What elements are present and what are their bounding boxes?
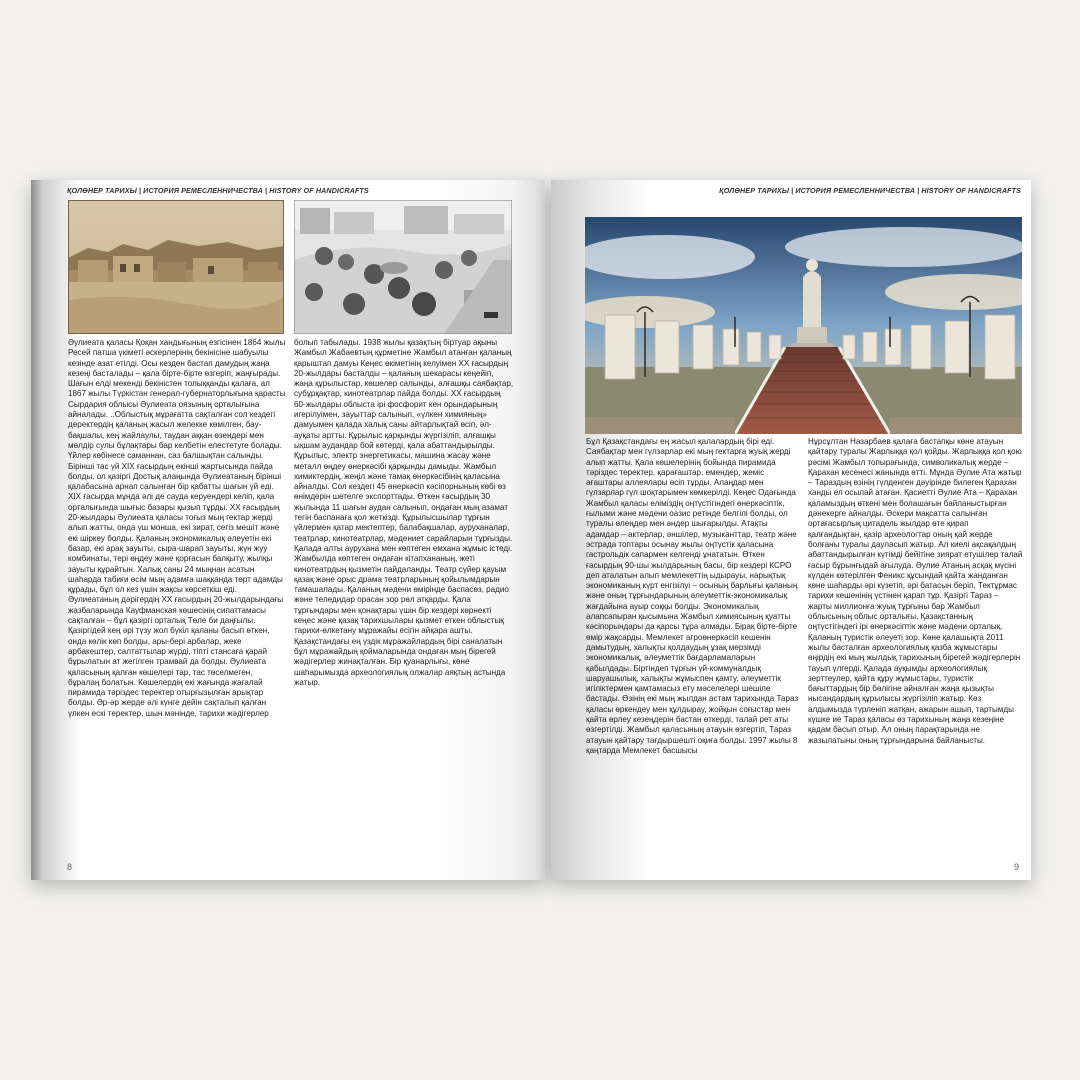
running-head-left: ҚОЛӨНЕР ТАРИХЫ | ИСТОРИЯ РЕМЕСЛЕННИЧЕСТВА | HISTORY OF HANDICRAFTS: [67, 186, 369, 195]
left-column-1-text: Әулиеата қаласы Қоқан хандығының езгісінен 1864 жылы Ресей патша үкіметі әскерлерінің бекінісіне шабуылы кезінде азат етілді. Осы кезден бастап дамудың жаңа кезеңі басталады – қала бірте-бірте өзгеріп, жаңғырады. Шағын елді мекенді бекіністен толыққанды қалаға, ал 1867 жылы Түркістан генерал-губернаторлығына қарасты Сырдария облысы Әулиеата оязының орталығына айналады. ..Облыстық мұрағатта сақталған сол кездегі деректердің қаланың жасыл желекке көмілген, бау-бақшалы, кең жайлаулы, таудан аққан өзендері мен мөлдір сулы бұлақтары бар келбетін елестетуге болады. Үйлер көбінесе саманнан, саз балшықтан салынды. Бірінші тас үй XIX ғасырдың екінші жартысында пайда болды, ол қазіргі Достық алаңында Әулиеатаның бірінші қалабасына арнап салынған бір қабатты шағын үй еді. XIX ғасырда мұнда әлі де сауда керуендері келіп, қала орталығында шығыс базары қызып тұрды. XX ғасырдың 20-жылдары Әулиеата қаласы тоғыз мың гектар жерді алып жатты, онда үш монша, екі зират, сегіз мешіт және екі шіркеу болды. Қаланың экономикалық әлеуетін екі базар, екі арақ зауыты, сыра-шарап зауыты, жүн жуу комбинаты, тері өңдеу және қорғасын балқыту, жылқы зауыты құрайтын. Халық саны 24 мыңнан асатын шаһарда табиғи өсім мың адамға шаққанда төрт адамды құрады, бұл ол кез үшін жақсы көрсеткіш еді. Әулиеатаның дәрігердің XX ғасырдың 20-жылдарындағы жазбаларында Кауфманская көшесінің сипаттамасы сақталған – бұл қазіргі орталық Төле би даңғылы. Қазіргідей кең әрі түзу жол бүкіл қаланы басып өткен, онда көлік көп болды, ары-бері арбалар, жеке арбакештер, салтаттылар жүрді, тіпті стансаға қарай бұрылатын ат жегілген трамвай да болды. Әулиеата қаласының қалған көшелері тар, тас төселмеген, бұралаң болатын. Көшелердің екі жағында жағалай пирамида тәріздес теректер отырғызылған арықтар болды. Әр-әр жерде әлі күнге дейін сақталып қалған үлкен ескі теректер, шын мәнінде, тарихи жәдігерлер: [68, 338, 286, 718]
right-text-column-1: [586, 437, 799, 862]
aulie-ata-monument-photo: [585, 217, 1022, 434]
page-number-right: 9: [1013, 862, 1019, 872]
left-column-2-text: болып табылады. 1938 жылы қазақтың біртуар ақыны Жамбыл Жабаевтың құрметіне Жамбыл атанған қаланың қарыштап дамуы Кеңес өкіметінің келуімен XX ғасырдың 20-жылдары басталды – қаланың шекарасы кеңейіп, жаңа құрылыстар, көшелер салынды, алғашқы саябақтар, субұрқақтар, кинотеатрлар пайда болды. XX ғасырдың 60-жылдары облыста ірі фосфорит кен орындарының игерілуімен, зауыттар салынып, «үлкен химияның» дамуымен қалада халық саны айтарлықтай өсіп, әл-ауқаты артты. Құрылыс қарқынды жүргізіліп, алғашқы ықшам аудандар бой көтерді, қала абаттандырылды. Құрылыс, электр энергетикасы, машина жасау және металл өңдеу өнеркәсібі қарқынды дамыды. Жамбыл химиктердің, жеңіл және тамақ өнеркәсібінің қаласына айналды. Сол кездегі 45 өнеркәсіп кәсіпорнының көбі өз өнімдерін шетелге экспорттады. Өткен ғасырдың 30 жылында 11 шағын аудан салынып, ондаған мың азамат тегін баспанаға қол жеткізді. Құрылысшылар тұрғын үйлермен қатар мектептер, балабақшалар, ауруханалар, театрлар, кинотеатрлар, мәдениет сарайларын тұрғызды. Қалада алты аурухана мен көптеген емхана жұмыс істеді. Жамбылда көптеген ондаған кітапхананың, жеті кинотеатрдың қызметін пайдаланды. Театр сүйер қауым қазақ және орыс драма театрларының қойылымдарын тамашалады. Қаланың мәдени өмірінде баспасөз, радио және теледидар орасан зор рөл атқарды. Қала тұрғындары мен қонақтары үшін бір кездері көрнекті кеңес және қазақ тарихшылары қызмет еткен облыстық тарихи-өлкетану мұражайы есігін айқара ашты. Қазақстандағы ең үздік мұражайлардың бірі саналатын бұл мұражайдың қоймаларында ондаған мың бірегей жәдігерлер жинақталған. Бір қуанарлығы, көне шаһарымызда археологиялық олжалар аяқтың астында жатыр.: [294, 338, 514, 687]
left-text-column-2: [294, 338, 514, 860]
historic-bw-square-photo: [294, 200, 512, 334]
left-text-column-1: [68, 338, 286, 860]
right-column-2-text: Нұрсұлтан Назарбаев қалаға бастапқы көне атауын қайтару туралы Жарлыққа қол қойды. Жарлыққа қол қою рәсімі Жамбыл топырағында, символикалық жерде – Қарахан кесенесі жанында өтті. Мұнда Әулие Ата жатыр – Тараздың өзінің гүлденген дәуірінде билеген Қарахан ханды ел осылай атаған. Қасиетті Әулие Ата – Қарахан қаламыздың өткені мен болашағын байланыстырған дәнекерге айналды. Әскери мақсатта салынған ортағасырлық цитадель жылдар өте қирап қалғандықтан, қазір археологтар оның қай жерде болғаны туралы дауласып жатыр. Ал киелі ақсақалдың абаттандырылған күтімді бейітіне зиярат етушілер талай ғасыр бұрынғыдай ағылуда. Әулие Атаның асқақ мүсіні күлден көтерілген Феникс құсындай қайта жанданған көне шаһарды әрі күзетіп, әрі батасын беріп, Тектұрмас тарихи кешенінің үстінен қарап тұр. Қазіргі Тараз – жарты миллионға жуық тұрғыны бар Жамбыл облысының облыс орталығы, Қазақстанның оңтүстігіндегі ірі өнеркәсіптік және мәдени орталық. Қаланың туристік әлеуеті зор. Көне қалашықта 2011 жылы басталған археологиялық қазба жұмыстары өңірдің екі мың жылдық тарихының бірегей жәдігерлерін тауып үлгерді. Қалада ауқымды археологиялық зерттеулер, қайта құру жұмыстары, туристік бағыттардың бір бөлігіне айналған жаңа қызықты нысандардың құрылысы жүргізіліп жатыр. Көз алдымызда түрленіп жатқан, ажарын ашып, тартымды күшке ие Тараз қаласы өз тарихының жаңа кезеңіне қадам басып отыр. Ал оның парақтарында не жазылатыны оның тұрғындарына байланысты.: [808, 437, 1023, 745]
right-text-column-2: [808, 437, 1024, 862]
historic-sepia-photo: [68, 200, 284, 334]
right-page: [551, 180, 1031, 880]
page-number-left: 8: [67, 862, 73, 872]
running-head-right: ҚОЛӨНЕР ТАРИХЫ | ИСТОРИЯ РЕМЕСЛЕННИЧЕСТВА | HISTORY OF HANDICRAFTS: [719, 186, 1021, 195]
right-column-1-text: Бұл Қазақстандағы ең жасыл қалалардың бірі еді. Саябақтар мен гүлзарлар екі мың гектарға жуық жерді алып жатты. Қала көшелерінің бойында пирамида тәріздес теректер, қарағаштар, емендер, жеміс ағаштары аллеялары өсіп тұрды. Алаңдар мен гүлзарлар гүл шоқтарымен көмкерілді. Кеңес Одағында Жамбыл қаласы еліміздің оңтүстігіндегі өнеркәсіптік, ғылыми және мәдени оазис ретінде белгілі болды, ол туралы өлеңдер мен әндер шығарылды. Атақты адамдар – актерлар, әншілер, музыканттар, театр және эстрада топтары осынау жылы оңтүстік қаласына гастрольдік сапармен келгенді ұнататын. Өткен ғасырдың 90-шы жылдарының басы, бір кездері КСРО деп аталатын алып мемлекеттің ыдырауы, нарықтық экономиканың күрт енгізілуі – осының барлығы қаланың және оның тұрғындарының әлеуметтік-экономикалық жағдайына ауыр соққы болды. Экономикалық алапсапыран қысымына Жамбыл химиясының қуатты кәсіпорындары да қарсы тұра алмады. Бірақ бірте-бірте өмір жақсарды. Мемлекет агроөнеркәсіп кешенін дамытудың, халықты қолдаудың ұзақ мерзімді экономикалық, әлеуметтік бағдарламаларын қабылдады. Біртіндеп тұрғын үй-коммуналдық шаруашылық, халықты жұмыспен қамту, әлеуметтік игіліктермен қамтамасыз ету мәселелері шешіле бастады. Өзінің екі мың жылдан астам тарихында Тараз қаласы өркендеу мен құлдырау, жойқын соғыстар мен қайта өрлеу кезеңдерін бастан өткерді, талай рет аты өзгертілді. Жамбыл қаласының атауын өзгертіп, Тараз атауын қайтару тағдыршешті оқиға болды. 1997 жылы 8 қаңтарда Мемлекет басшысы: [586, 437, 799, 755]
left-page: [31, 180, 545, 880]
